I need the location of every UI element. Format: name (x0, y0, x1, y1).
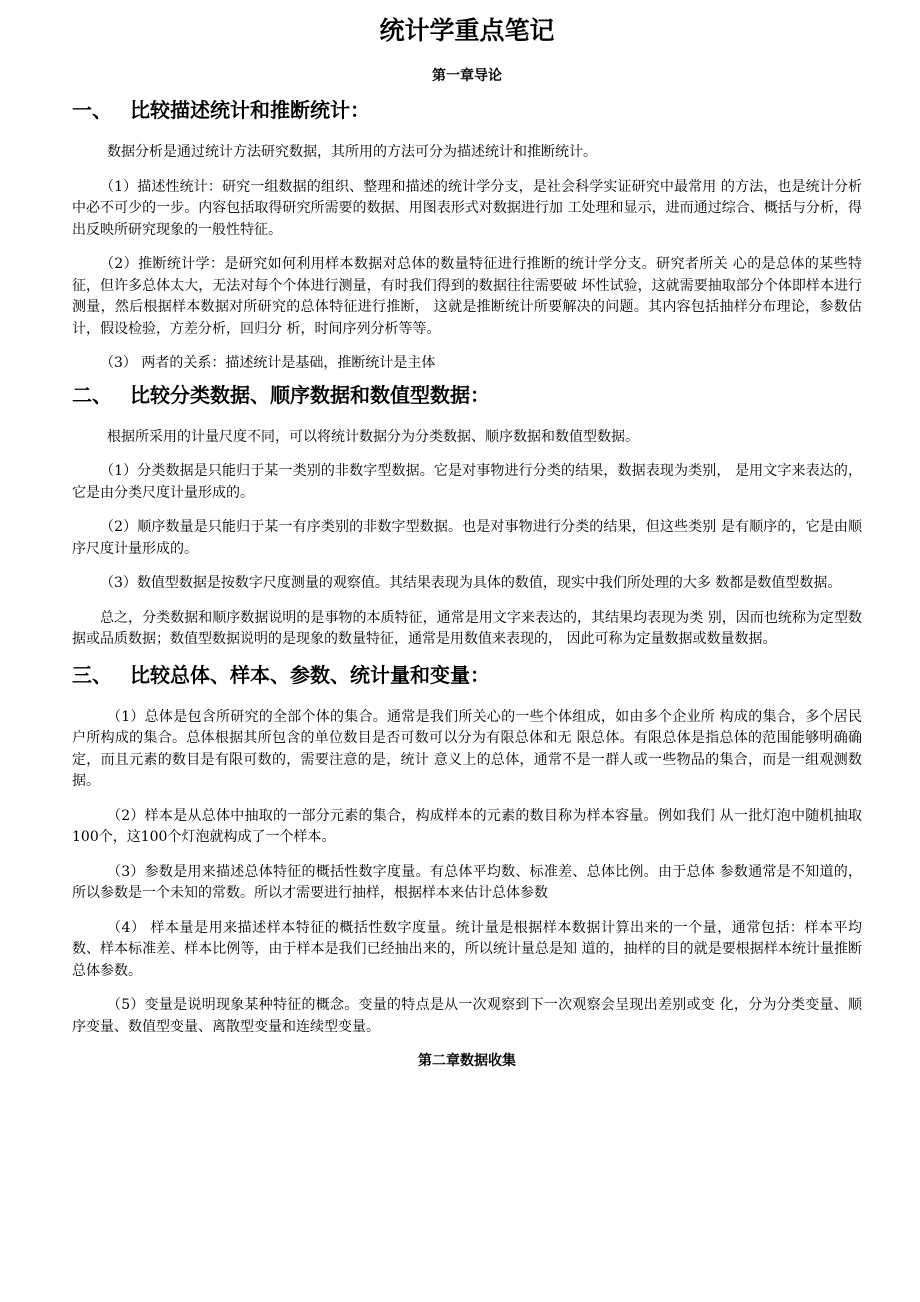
section-2-heading-text: 比较分类数据、顺序数据和数值型数据： (130, 382, 490, 407)
section-1-intro: 数据分析是通过统计方法研究数据，其所用的方法可分为描述统计和推断统计。 (107, 144, 597, 160)
section-3-number: 三、 (72, 662, 112, 687)
section-3-paragraph-2: （2）样本是从总体中抽取的一部分元素的集合，构成样本的元素的数目称为样本容量。例如我们 从一批灯泡中随机抽取100个，这100个灯泡就构成了一个样本。 (72, 807, 862, 845)
section-2-heading (72, 381, 862, 409)
section-2-paragraph-2: （2）顺序数量是只能归于某一有序类别的非数字型数据。也是对事物进行分类的结果，但这些类别 是有顺序的，它是由顺序尺度计量形成的。 (72, 519, 862, 557)
section-1-heading (72, 96, 862, 124)
section-3-heading (72, 661, 862, 689)
section-1-heading-text: 比较描述统计和推断统计： (130, 98, 370, 122)
section-1-number: 一、 (72, 98, 112, 122)
section-1-paragraph-2: （2）推断统计学：是研究如何利用样本数据对总体的数量特征进行推断的统计学分支。研究者所关 心的是总体的某些特征，但许多总体太大，无法对每个个体进行测量，有时我们得到的数据往往需要破 坏性试验，这就需要抽取部分个体即样本进行测量，然后根据样本数据对所研究的总体特征进行推断， 这就是推断统计所要解决的问题。其内容包括抽样分布理论，参数估计，假设检验，方差分析，回归分 析，时间序列分析等等。 (72, 256, 862, 337)
document-page (72, 14, 862, 1081)
section-1-paragraph-3: （3） 两者的关系：描述统计是基础，推断统计是主体 (100, 355, 436, 371)
section-3-paragraph-4: （4） 样本量是用来描述样本特征的概括性数字度量。统计量是根据样本数据计算出来的一个量，通常包括：样本平均数、样本标准差、样本比例等，由于样本是我们已经抽出来的，所以统计量总是知 道的，抽样的目的就是要根据样本统计量推断总体参数。 (72, 919, 862, 979)
document-title: 统计学重点笔记 (379, 16, 555, 45)
section-2-paragraph-4: 总之，分类数据和顺序数据说明的是事物的本质特征，通常是用文字来表达的，其结果均表现为类 别，因而也统称为定型数据或品质数据；数值型数据说明的是现象的数量特征，通常是用数值来表现的， 因此可称为定量数据或数量数据。 (72, 609, 862, 647)
chapter-2-title: 第二章数据收集 (418, 1053, 516, 1069)
section-2-number: 二、 (72, 382, 112, 407)
section-3-paragraph-3: （3）参数是用来描述总体特征的概括性数字度量。有总体平均数、标准差、总体比例。由于总体 参数通常是不知道的，所以参数是一个未知的常数。所以才需要进行抽样，根据样本来估计总体参数 (72, 863, 862, 901)
chapter-1-title: 第一章导论 (432, 68, 502, 84)
section-3-paragraph-1: （1）总体是包含所研究的全部个体的集合。通常是我们所关心的一些个体组成，如由多个企业所 构成的集合，多个居民户所构成的集合。总体根据其所包含的单位数目是否可数可以分为有限总体和无 限总体。有限总体是指总体的范围能够明确确定，而且元素的数目是有限可数的，需要注意的是，统计 意义上的总体，通常不是一群人或一些物品的集合，而是一组观测数据。 (72, 708, 862, 789)
section-3-heading-text: 比较总体、样本、参数、统计量和变量： (130, 662, 490, 687)
section-2-paragraph-1: （1）分类数据是只能归于某一类别的非数字型数据。它是对事物进行分类的结果，数据表现为类别， 是用文字来表达的，它是由分类尺度计量形成的。 (72, 463, 862, 501)
section-1-paragraph-1: （1）描述性统计：研究一组数据的组织、整理和描述的统计学分支，是社会科学实证研究中最常用 的方法，也是统计分析中必不可少的一步。内容包括取得研究所需要的数据、用图表形式对数据进行加 工处理和显示，进而通过综合、概括与分析，得出反映所研究现象的一般性特征。 (72, 178, 862, 238)
section-2-paragraph-3: （3）数值型数据是按数字尺度测量的观察值。其结果表现为具体的数值，现实中我们所处理的大多 数都是数值型数据。 (100, 575, 842, 591)
section-3-paragraph-5: （5）变量是说明现象某种特征的概念。变量的特点是从一次观察到下一次观察会呈现出差别或变 化，分为分类变量、顺序变量、数值型变量、离散型变量和连续型变量。 (72, 997, 862, 1035)
section-2-intro: 根据所采用的计量尺度不同，可以将统计数据分为分类数据、顺序数据和数值型数据。 (107, 428, 639, 445)
